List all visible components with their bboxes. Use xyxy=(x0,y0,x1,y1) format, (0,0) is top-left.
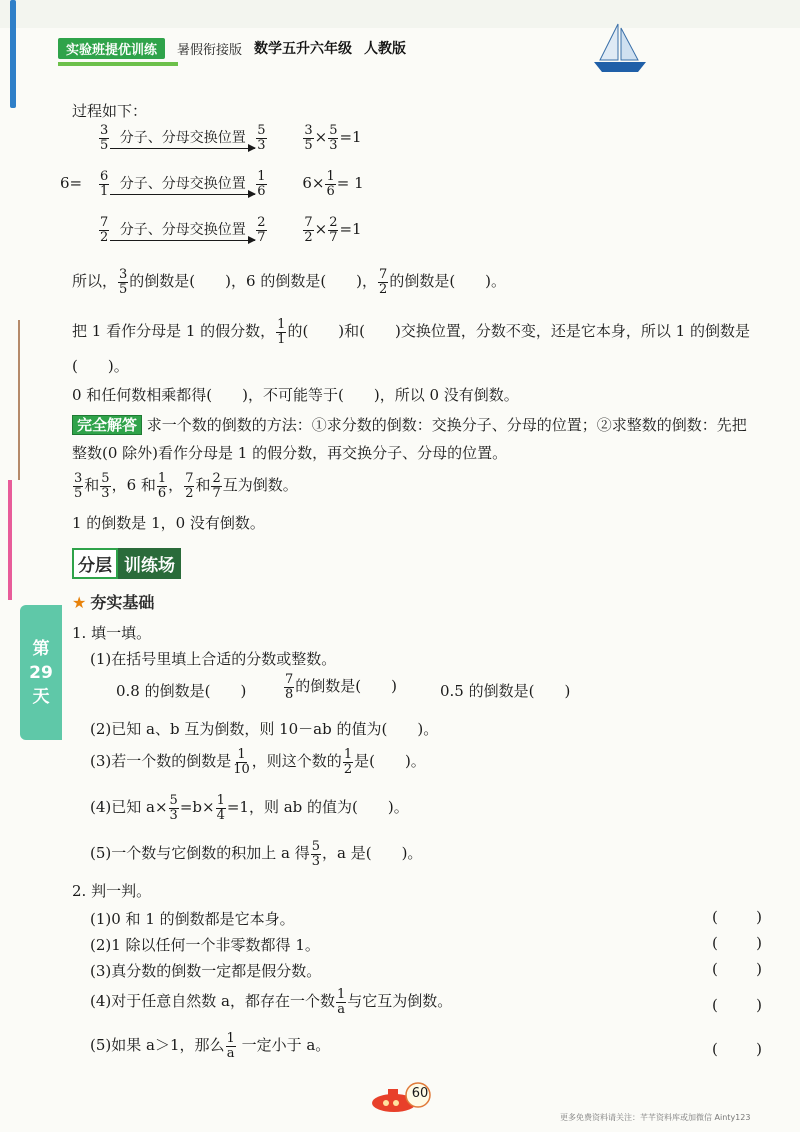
check-integer: 6 xyxy=(302,174,312,193)
swap-arrow: 分子、分母交换位置 xyxy=(110,219,255,241)
one-line: 把 1 看作分母是 1 的假分数， $\frac{1}{1}$ 的( )和( )交换位置，分数不变，还是它本身，所以 1 的倒数是 xyxy=(72,317,750,347)
process-row-3: $\frac{7}{2}$ 分子、分母交换位置 $\frac{2}{7}$ $\frac{7}{2}$ × $\frac{2}{7}$ =1 xyxy=(100,215,362,245)
q1-item-1c: 0.5 的倒数是( ) xyxy=(440,682,571,700)
solution-tag: 完全解答 xyxy=(72,415,142,435)
fraction: $\frac{1}{6}$ xyxy=(257,169,266,199)
solution-line-2: 整数(0 除外)看作分母是 1 的假分数，再交换分子、分母的位置。 xyxy=(72,444,508,462)
day-tab-number: 29 xyxy=(29,662,53,683)
q1-item-3: (3)若一个数的倒数是 $\frac{1}{10}$ ，则这个数的 $\frac{1}{2}$ 是( )。 xyxy=(90,747,426,777)
answer-paren[interactable]: ( ) xyxy=(712,908,762,926)
edition-subtitle: 暑假衔接版 xyxy=(177,42,243,58)
q1-item-1b: $\frac{7}{8}$ 的倒数是( ) xyxy=(285,672,397,702)
fraction: $\frac{2}{7}$ xyxy=(257,215,266,245)
so-line: 所以， $\frac{3}{5}$ 的倒数是( )，6 的倒数是( )， $\frac{7}{2}$ 的倒数是( )。 xyxy=(72,267,507,297)
fraction: $\frac{5}{3}$ xyxy=(257,123,266,153)
q2-item-4: (4)对于任意自然数 a，都存在一个数 $\frac{1}{a}$ 与它互为倒数。 xyxy=(90,987,453,1017)
row-prefix: 6= xyxy=(60,174,83,193)
fraction: $\frac{2}{7}$ xyxy=(329,215,338,245)
edge-strip-pink xyxy=(8,480,12,600)
one-line-cont: ( )。 xyxy=(72,357,129,375)
q2-item-5: (5)如果 a＞1，那么 $\frac{1}{a}$ 一定小于 a。 xyxy=(90,1031,331,1061)
sailboat-icon xyxy=(590,20,650,76)
process-row-2: 6= $\frac{6}{1}$ 分子、分母交换位置 $\frac{1}{6}$ 6× $\frac{1}{6}$ = 1 xyxy=(60,169,364,199)
footer-note: 更多免费资料请关注：芊芊资料库或加微信 Ainty123 xyxy=(560,1113,751,1122)
fraction: $\frac{3}{5}$ xyxy=(100,123,109,153)
q1-item-5: (5)一个数与它倒数的积加上 a 得 $\frac{5}{3}$ ，a 是( )。 xyxy=(90,839,423,869)
fraction: $\frac{6}{1}$ xyxy=(100,169,109,199)
page-header xyxy=(58,36,406,60)
q2-item-1: (1)0 和 1 的倒数都是它本身。 xyxy=(90,910,295,928)
check-result: =1 xyxy=(339,128,362,147)
q1-item-2: (2)已知 a、b 互为倒数，则 10－ab 的值为( )。 xyxy=(90,720,439,738)
q2-item-2: (2)1 除以任何一个非零数都得 1。 xyxy=(90,936,320,954)
swap-arrow: 分子、分母交换位置 xyxy=(110,173,255,195)
subsection-title: ★ 夯实基础 xyxy=(72,593,155,612)
q2-item-3: (3)真分数的倒数一定都是假分数。 xyxy=(90,962,322,980)
edge-strip-brown xyxy=(18,320,20,480)
answer-paren[interactable]: ( ) xyxy=(712,1040,762,1058)
check-result: = 1 xyxy=(336,174,364,193)
day-tab xyxy=(20,605,62,740)
fraction: $\frac{1}{6}$ xyxy=(326,169,335,199)
q1-item-1: (1)在括号里填上合适的分数或整数。 xyxy=(90,650,337,668)
fraction: $\frac{7}{2}$ xyxy=(304,215,313,245)
fraction: $\frac{7}{2}$ xyxy=(100,215,109,245)
solution-pairs: $\frac{3}{5}$ 和 $\frac{5}{3}$ ，6 和 $\frac{1}{6}$ ， $\frac{7}{2}$ 和 $\frac{2}{7}$ 互为倒数。 xyxy=(74,471,298,501)
q1-title: 1. 填一填。 xyxy=(72,624,152,642)
answer-paren[interactable]: ( ) xyxy=(712,996,762,1014)
page-number: 60 xyxy=(411,1086,429,1101)
fraction: $\frac{5}{3}$ xyxy=(329,123,338,153)
check-result: =1 xyxy=(339,220,362,239)
fraction: $\frac{3}{5}$ xyxy=(119,267,128,297)
fraction: $\frac{1}{1}$ xyxy=(277,317,286,347)
header-band xyxy=(0,0,800,28)
brand-label: 实验班提优训练 xyxy=(58,38,165,59)
answer-paren[interactable]: ( ) xyxy=(712,960,762,978)
q2-title: 2. 判一判。 xyxy=(72,882,152,900)
solution-line-1: 完全解答 求一个数的倒数的方法：①求分数的倒数：交换分子、分母的位置；②求整数的倒数：先把 xyxy=(72,414,747,435)
header-underline xyxy=(58,62,178,66)
solution-line-3: 1 的倒数是 1，0 没有倒数。 xyxy=(72,514,265,532)
process-row-1: $\frac{3}{5}$ 分子、分母交换位置 $\frac{5}{3}$ $\frac{3}{5}$ × $\frac{5}{3}$ =1 xyxy=(100,123,362,153)
day-tab-suffix: 天 xyxy=(32,686,50,707)
grade-label: 数学五升六年级 xyxy=(254,41,353,57)
fraction: $\frac{7}{2}$ xyxy=(379,267,388,297)
edge-strip-blue xyxy=(10,0,16,108)
q1-item-4: (4)已知 a× $\frac{5}{3}$ =b× $\frac{1}{4}$ =1，则 ab 的值为( )。 xyxy=(90,793,409,823)
fraction: $\frac{3}{5}$ xyxy=(304,123,313,153)
zero-line: 0 和任何数相乘都得( )，不可能等于( )，所以 0 没有倒数。 xyxy=(72,386,519,404)
section-title: 分层 训练场 xyxy=(72,548,181,579)
answer-paren[interactable]: ( ) xyxy=(712,934,762,952)
publisher-label: 人教版 xyxy=(364,41,407,57)
day-tab-prefix: 第 xyxy=(32,638,50,659)
process-intro: 过程如下： xyxy=(72,102,148,120)
swap-arrow: 分子、分母交换位置 xyxy=(110,127,255,149)
star-icon: ★ xyxy=(72,593,87,612)
q1-item-1a: 0.8 的倒数是( ) xyxy=(116,682,247,700)
